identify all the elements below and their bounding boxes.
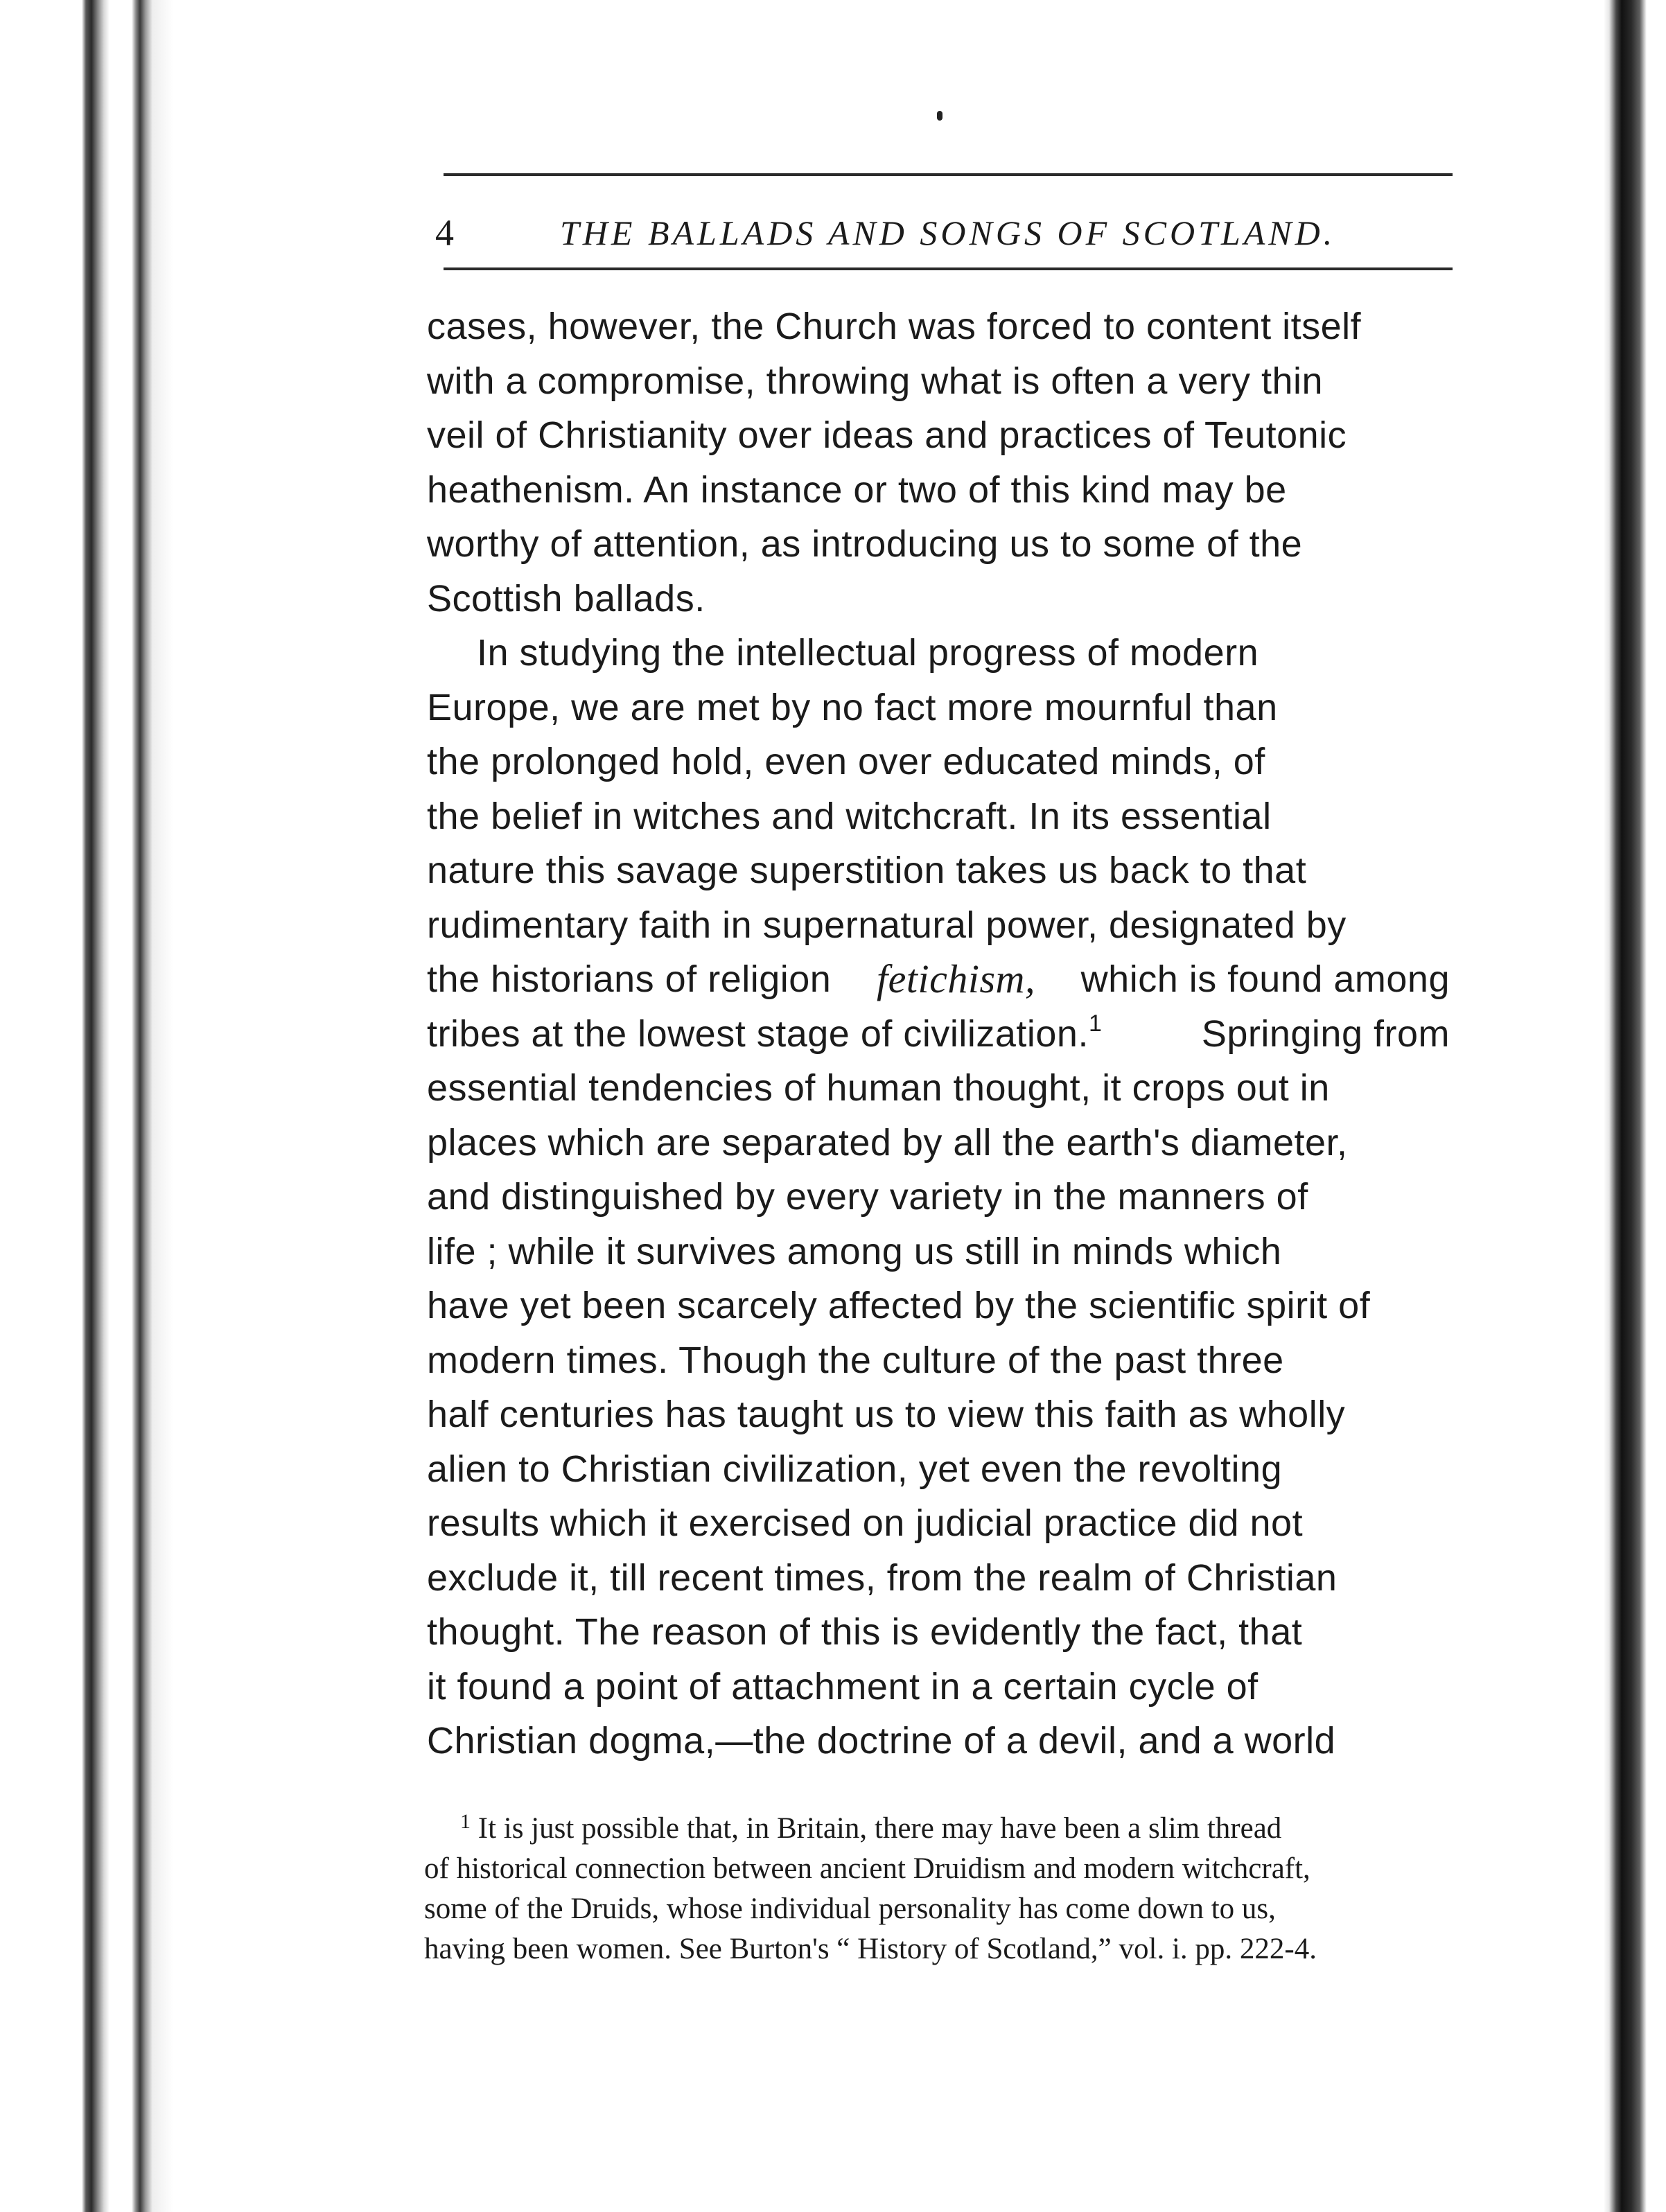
text-line: and distinguished by every variety in the manners of [427,1176,1308,1218]
text-segment: the historians of religion [427,958,832,1000]
text-line: modern times. Though the culture of the past three [427,1339,1284,1381]
footnote [424,1809,1437,1969]
footnote-text: It is just possible that, in Britain, there may have been a slim thread [477,1812,1282,1845]
running-title: THE BALLADS AND SONGS OF SCOTLAND. [560,213,1336,252]
text-line [427,952,1450,1007]
text-line: life ; while it survives among us still in minds which [427,1230,1282,1272]
text-line: cases, however, the Church was forced to content itself [427,306,1362,347]
text-line: Europe, we are met by no fact more mournful than [427,686,1278,728]
footnote-marker: 1 [460,1810,471,1833]
text-segment [427,1007,1102,1062]
text-line [427,1007,1450,1062]
text-line: results which it exercised on judicial practice did not [427,1502,1304,1544]
header-bottom-rule [444,267,1453,270]
footnote-line [424,1809,1437,1849]
scan-left-edge [0,0,173,2212]
text-line: nature this savage superstition takes us back to that [427,850,1307,891]
text-segment: Springing from [1201,1012,1450,1055]
scan-speck [937,111,942,121]
footnote-reference: 1 [1088,1010,1103,1037]
text-line: veil of Christianity over ideas and practices of Teutonic [427,414,1347,456]
text-line: essential tendencies of human thought, it crops out in [427,1067,1330,1109]
text-line: In studying the intellectual progress of modern [477,632,1259,674]
running-header [435,205,1454,261]
body-text [427,299,1450,1768]
text-line: thought. The reason of this is evidently the fact, that [427,1611,1303,1653]
scan-right-edge [1604,0,1666,2212]
text-line: worthy of attention, as introducing us to some of the [427,523,1303,565]
text-line: the belief in witches and witchcraft. In its essential [427,795,1272,837]
italic-term: fetichism, [877,956,1035,1001]
text-line: the prolonged hold, even over educated minds, of [427,741,1265,782]
text-line: rudimentary faith in supernatural power, designated by [427,904,1347,946]
footnote-text [460,1809,1281,1849]
text-line: with a compromise, throwing what is often a very thin [427,360,1324,402]
page-number: 4 [435,212,454,254]
header-top-rule [444,173,1453,176]
text-line: half centuries has taught us to view this faith as wholly [427,1394,1346,1435]
text-line: it found a point of attachment in a certain cycle of [427,1665,1259,1708]
text-line: alien to Christian civilization, yet even the revolting [427,1448,1283,1490]
text-line: Scottish ballads. [427,577,705,620]
text-line: heathenism. An instance or two of this kind may be [427,468,1287,511]
footnote-line: some of the Druids, whose individual personality has come down to us, [424,1893,1276,1925]
text-line: places which are separated by all the earth's diameter, [427,1121,1348,1164]
footnote-line: of historical connection between ancient Druidism and modern witchcraft, [424,1852,1310,1885]
text-line: exclude it, till recent times, from the realm of Christian [427,1556,1338,1599]
text-segment: which is found among [1080,958,1450,1000]
footnote-line: having been women. See Burton's “ History of Scotland,” vol. i. pp. 222-4. [424,1933,1317,1965]
text-segment: tribes at the lowest stage of civilization. [427,1012,1089,1055]
text-line: Christian dogma,—the doctrine of a devil, and a world [427,1720,1336,1762]
text-line: have yet been scarcely affected by the scientific spirit of [427,1285,1371,1326]
